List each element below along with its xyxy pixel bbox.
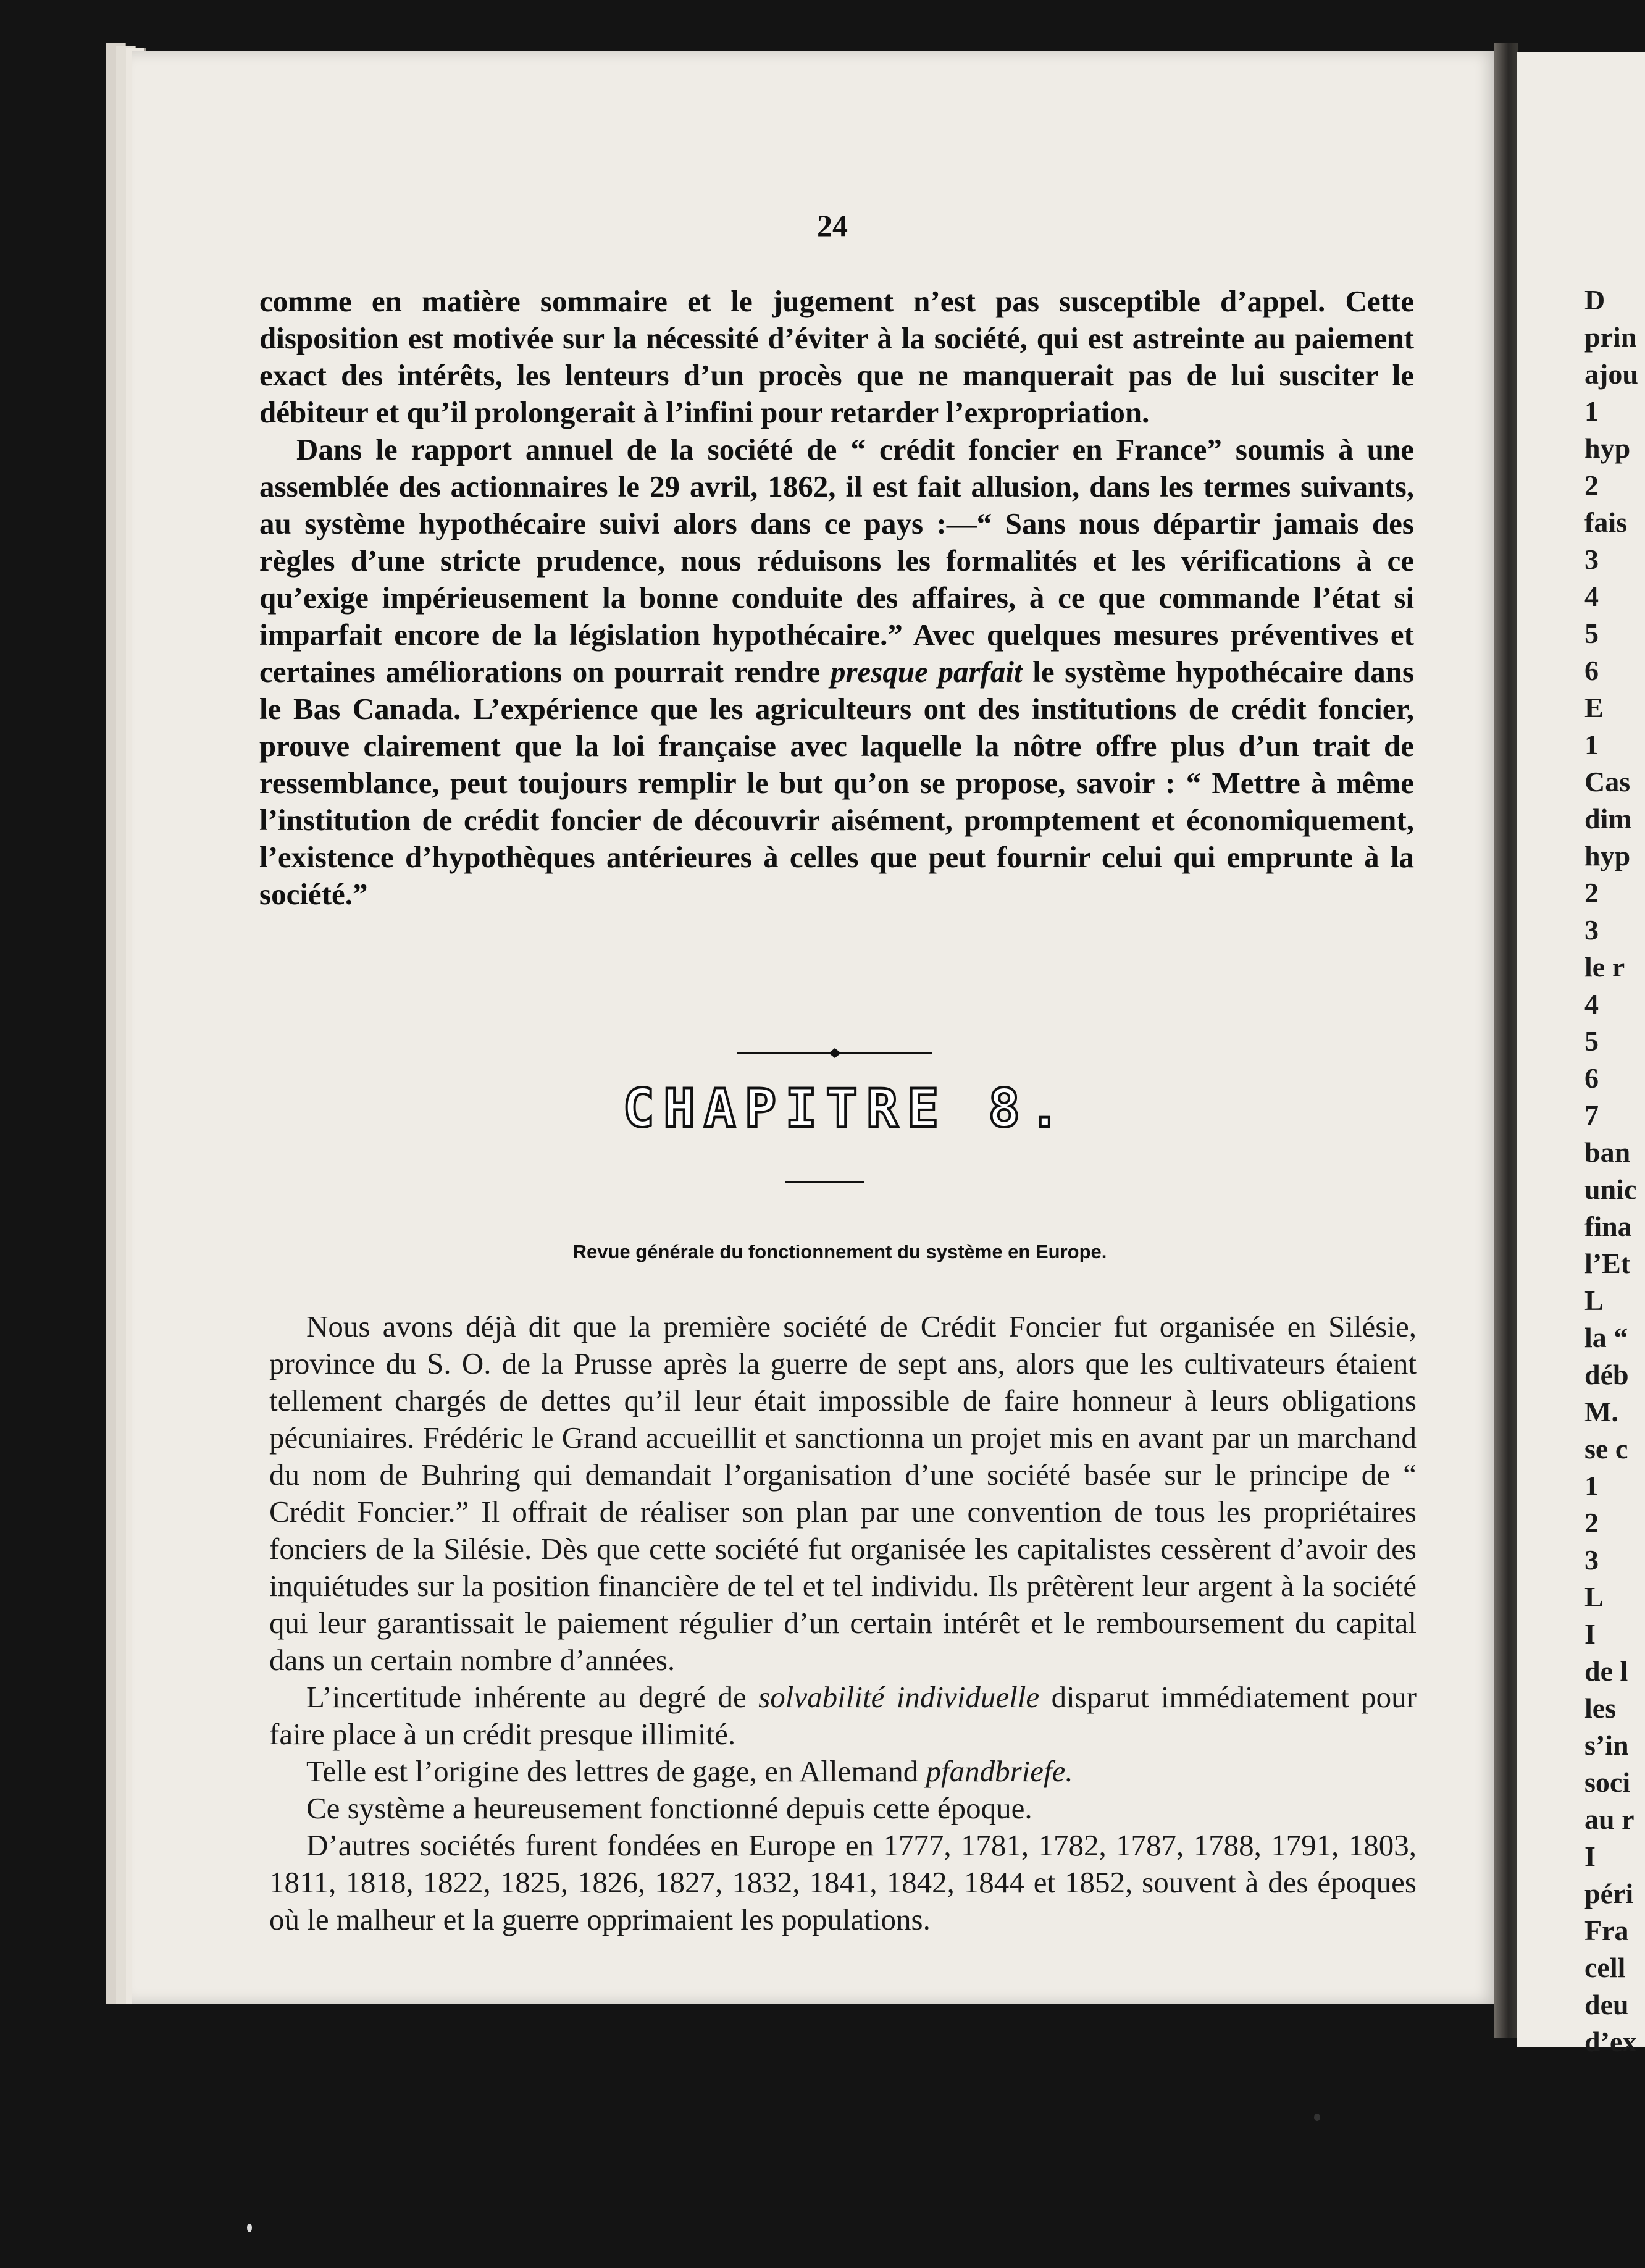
right-page-line: prin	[1584, 321, 1637, 353]
right-page-line: 5	[1584, 1025, 1599, 1057]
text-run: Dans le rapport annuel de la société de “ crédit foncier en France” soumis à une assemblée des actionnaires le 29 avril, 1862, il est fait allusion, dans les termes suivants, au système hypothécaire suivi alors dans ce pays :—“ Sans nous départir jamais des règles d’une stricte prudence, nous réduisons les formalités et les vérifications à ce qu’exige impérieusement la bonne conduite des affaires, à ce que commande l’état si imparfait encore de la législation hypothécaire.” Avec quelques mesures préventives et certaines améliorations on pourrait rendre	[259, 432, 1414, 689]
bottom-text-block	[269, 1308, 1417, 1938]
scan-speck	[1314, 2114, 1320, 2121]
text-run: L’incertitude inhérente au degré de	[306, 1680, 747, 1714]
right-page-line: 4	[1584, 988, 1599, 1020]
paragraph	[269, 1679, 1417, 1753]
right-page-line: se c	[1584, 1433, 1628, 1464]
right-page-line: d’ex	[1584, 2026, 1637, 2057]
paragraph: D’autres sociétés furent fondées en Europe en 1777, 1781, 1782, 1787, 1788, 1791, 1803, 1811, 1818, 1822, 1825, 1826, 1827, 1832, 1841, 1842, 1844 et 1852, souvent à des époques où le malheur et la guerre opprimaient les populations.	[269, 1828, 1417, 1936]
right-page-line: L	[1584, 1581, 1604, 1613]
right-page-line: Cas	[1584, 766, 1631, 797]
right-page-text	[1584, 282, 1645, 2060]
right-page-line: 1	[1584, 395, 1599, 427]
right-page-line: E	[1584, 692, 1604, 723]
paragraph: comme en matière sommaire et le jugement n’est pas susceptible d’appel. Cette disposition est motivée sur la nécessité d’éviter à la société, qui est astreinte au paiement exact des intérêts, les lenteurs d’un procès que ne manquerait pas de lui susciter le débiteur et qu’il prolongerait à l’infini pour retarder l’expropriation.	[259, 284, 1414, 429]
chapter-rule	[785, 1181, 864, 1183]
top-text-block	[259, 283, 1414, 913]
italic-text: presque parfait	[830, 655, 1023, 689]
right-page-line: s’in	[1584, 1729, 1629, 1761]
right-page-line: 1	[1584, 729, 1599, 760]
right-page-line: l’Et	[1584, 1248, 1631, 1279]
right-page-line: cell	[1584, 1952, 1626, 1983]
paragraph	[269, 1753, 1417, 1790]
scan-speck	[247, 2224, 252, 2232]
right-page-line: M.	[1584, 1396, 1618, 1427]
right-page-line: unic	[1584, 1174, 1637, 1205]
right-page-line: I	[1584, 1618, 1596, 1650]
right-page-line: la “	[1584, 1322, 1628, 1353]
right-page-line: ajou	[1584, 358, 1638, 390]
right-page-line: 4	[1584, 581, 1599, 612]
right-page-line: de l	[1584, 1655, 1628, 1687]
right-page-line: les	[1584, 1692, 1617, 1724]
right-page-line: 3	[1584, 1544, 1599, 1576]
paragraph: Nous avons déjà dit que la première société de Crédit Foncier fut organisée en Silésie, province du S. O. de la Prusse après la guerre de sept ans, alors que les cultivateurs étaient tellement chargés de dettes qu’il leur était impossible de faire honneur à leurs obligations pécuniaires. Frédéric le Grand accueillit et sanctionna un projet mis en avant par un marchand du nom de Buhring qui demandait l’organisation d’une société basée sur le principe de “ Crédit Foncier.” Il offrait de réaliser son plan par une convention de tous les propriétaires fonciers de la Silésie. Dès que cette société fut organisée les capitalistes cessèrent d’avoir des inquiétudes sur la position financière de tel et tel individu. Ils prêtèrent leur argent à la société qui leur garantissait le paiement régulier d’un certain intérêt et le remboursement du capital dans un certain nombre d’années.	[269, 1309, 1417, 1677]
book-gutter	[1494, 43, 1518, 2038]
right-page-line: hyp	[1584, 432, 1631, 464]
right-page-line: D	[1584, 284, 1605, 316]
right-page-line: 6	[1584, 1062, 1599, 1094]
right-page-line: 1	[1584, 1470, 1599, 1502]
text-run: le système hypothécaire dans le Bas Canada. L’expérience que les agriculteurs ont des institutions de crédit foncier, prouve clairement que la loi française avec laquelle la nôtre offre plus d’un trait de ressemblance, peut toujours remplir le but qu’on se propose, savoir : “ Mettre à même l’institution de crédit foncier de découvrir aisément, promptement et économiquement, l’existence d’hypothèques antérieures à celles que peut fournir celui qui emprunte à la société.”	[259, 655, 1415, 911]
right-page-line: hyp	[1584, 840, 1631, 872]
italic-text: solvabilité individuelle	[758, 1680, 1040, 1714]
text-run: disparut immédiatement pour faire place à un crédit presque illimité.	[269, 1680, 1417, 1751]
chapter-subtitle: Revue générale du fonctionnement du système en Europe.	[572, 1241, 1107, 1262]
page-number: 24	[817, 208, 848, 243]
right-page-line: soci	[1584, 1766, 1631, 1798]
chapter-title: CHAPITRE 8.	[622, 1078, 1069, 1140]
right-page-line: au r	[1584, 1804, 1635, 1835]
right-page-line: 2	[1584, 469, 1599, 501]
right-page-line: L	[1584, 1285, 1604, 1316]
italic-text: pfandbriefe.	[926, 1754, 1073, 1788]
right-page-line: dim	[1584, 803, 1632, 834]
paragraph	[259, 431, 1414, 913]
right-page-line: ban	[1584, 1136, 1631, 1168]
right-page-line: péri	[1584, 1878, 1634, 1909]
right-page-line: I	[1584, 1841, 1596, 1872]
right-page-line: déb	[1584, 1359, 1629, 1390]
right-page-line: le r	[1584, 951, 1625, 983]
right-page-line: fina	[1584, 1211, 1632, 1242]
right-page-line: 5	[1584, 618, 1599, 649]
right-page-line: fais	[1584, 506, 1627, 538]
right-page-line: 3	[1584, 914, 1599, 946]
right-page-line: 6	[1584, 655, 1599, 686]
ornament-divider	[737, 1047, 932, 1059]
right-page-line: deu	[1584, 1989, 1629, 2020]
paragraph: Ce système a heureusement fonctionné depuis cette époque.	[306, 1791, 1032, 1825]
text-run: Telle est l’origine des lettres de gage, en Allemand	[306, 1754, 919, 1788]
right-page-line: 2	[1584, 1507, 1599, 1539]
right-page-line: Fra	[1584, 1915, 1629, 1946]
right-page-line: 7	[1584, 1099, 1599, 1131]
right-page-line: 3	[1584, 544, 1599, 575]
right-page-line: 2	[1584, 877, 1599, 909]
